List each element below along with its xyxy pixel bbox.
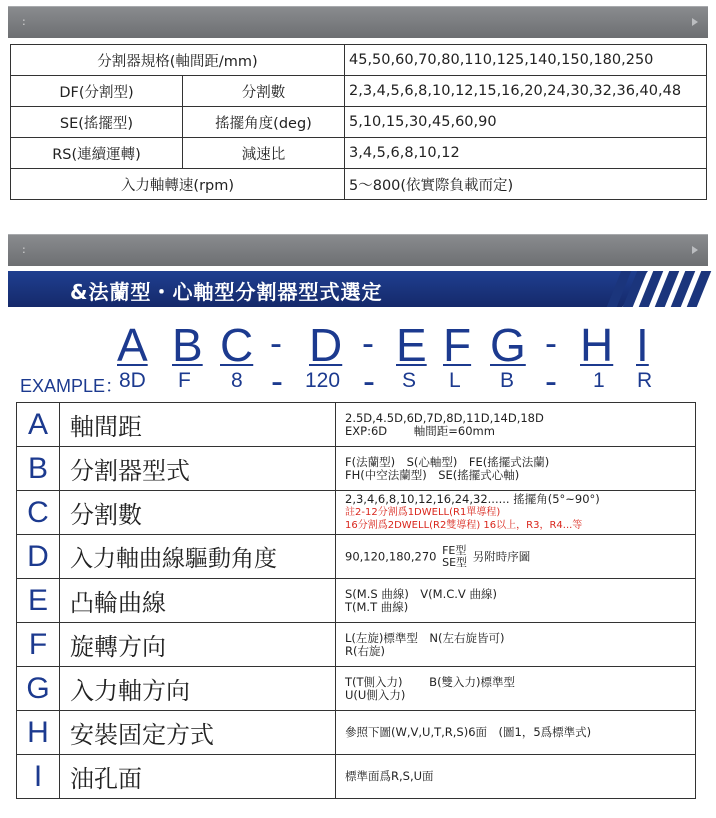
type-stack	[442, 545, 467, 569]
code-key: D	[17, 535, 60, 579]
model-letter: D	[309, 319, 343, 371]
table-row	[17, 535, 696, 579]
example-value: 8	[231, 369, 243, 392]
code-description	[336, 711, 696, 755]
code-description	[336, 623, 696, 667]
code-name: 分割數	[60, 491, 336, 535]
code-description	[336, 491, 696, 535]
table-row	[17, 491, 696, 535]
example-value: R	[637, 369, 653, 392]
table-row	[11, 138, 707, 169]
spec-value: 5,10,15,30,45,60,90	[345, 107, 707, 138]
title-band	[8, 271, 708, 307]
description-line: S(M.S 曲線) V(M.C.V 曲線)	[345, 586, 497, 601]
separator-dash: -	[270, 322, 282, 363]
table-row	[17, 447, 696, 491]
description-line: 標準面爲R,S,U面	[345, 769, 434, 783]
table-row	[17, 667, 696, 711]
code-description	[336, 447, 696, 491]
table-row	[11, 45, 707, 76]
code-definition-table	[16, 402, 696, 799]
code-key: G	[17, 667, 60, 711]
description-line: 2.5D,4.5D,6D,7D,8D,11D,14D,18D	[345, 410, 544, 425]
note-line: 註2-12分割爲1DWELL(R1單導程)	[345, 507, 501, 518]
code-key: I	[17, 755, 60, 799]
header-caption: :	[22, 243, 26, 256]
model-code-letters	[0, 318, 716, 371]
description-value: 90,120,180,270	[345, 549, 437, 563]
separator-dash: -	[545, 322, 557, 363]
spec-label: 入力軸轉速(rpm)	[11, 169, 345, 200]
code-name: 入力軸曲線驅動角度	[60, 535, 336, 579]
table-row	[11, 76, 707, 107]
description-line: 參照下圖(W,V,U,T,R,S)6面 (圖1，5爲標準式)	[345, 725, 592, 739]
arrow-right-icon	[692, 18, 698, 26]
spec-value: 45,50,60,70,80,110,125,140,150,180,250	[345, 45, 707, 76]
spec-label: RS(連續運轉)	[11, 138, 183, 169]
description-line: F(法蘭型) S(心軸型) FE(搖擺式法蘭)	[345, 454, 550, 469]
code-description	[336, 579, 696, 623]
code-name: 凸輪曲線	[60, 579, 336, 623]
description-line: FH(中空法蘭型) SE(搖擺式心軸)	[345, 467, 520, 482]
code-name: 入力軸方向	[60, 667, 336, 711]
spec-label: DF(分割型)	[11, 76, 183, 107]
model-letter: E	[396, 319, 427, 371]
description-tail: 另附時序圖	[472, 549, 531, 563]
code-description	[336, 755, 696, 799]
code-key: B	[17, 447, 60, 491]
description-line: R(右旋)	[345, 643, 385, 658]
section-header-bar	[8, 6, 708, 38]
header-caption: :	[22, 15, 26, 28]
code-key: E	[17, 579, 60, 623]
description-line: T(M.T 曲線)	[345, 599, 409, 614]
description-line: U(U側入力)	[345, 687, 406, 702]
code-name: 軸間距	[60, 403, 336, 447]
separator-dash: -	[362, 322, 374, 363]
model-letter: H	[580, 319, 614, 371]
model-letter: A	[117, 319, 148, 371]
example-value: S	[402, 369, 417, 392]
table-row	[11, 107, 707, 138]
example-label: EXAMPLE：	[20, 376, 124, 396]
spec-sublabel: 減速比	[183, 138, 345, 169]
section-header-bar	[8, 234, 708, 266]
table-row	[11, 169, 707, 200]
model-letter: B	[172, 319, 203, 371]
model-letter: C	[220, 319, 254, 371]
spec-value: 5～800(依實際負載而定)	[345, 169, 707, 200]
spec-label: 分割器規格(軸間距/mm)	[11, 45, 345, 76]
code-key: A	[17, 403, 60, 447]
code-name: 旋轉方向	[60, 623, 336, 667]
example-value: L	[449, 369, 461, 392]
code-description	[336, 667, 696, 711]
code-description	[336, 535, 696, 579]
spec-sublabel: 分割數	[183, 76, 345, 107]
type-label: FE型	[442, 543, 467, 557]
code-key: C	[17, 491, 60, 535]
example-value: 8D	[119, 369, 146, 392]
model-letter: G	[490, 319, 526, 371]
spec-value: 3,4,5,6,8,10,12	[345, 138, 707, 169]
description-line: L(左旋)標準型 N(左右旋皆可)	[345, 630, 505, 645]
example-value: B	[500, 369, 515, 392]
description-line: 2,3,4,6,8,10,12,16,24,32...... 搖擺角(5°~90°)	[345, 492, 600, 506]
example-value: 120	[305, 369, 341, 392]
table-row	[17, 623, 696, 667]
description-line: EXP:6D 軸間距=60mm	[345, 423, 495, 438]
code-name: 分割器型式	[60, 447, 336, 491]
separator-dash: -	[271, 360, 283, 401]
spec-sublabel: 搖擺角度(deg)	[183, 107, 345, 138]
section-title: &法蘭型・心軸型分割器型式選定	[70, 280, 383, 304]
spec-table	[10, 44, 707, 200]
model-letter: I	[636, 319, 649, 371]
table-row	[17, 403, 696, 447]
description-line: T(T側入力) B(雙入力)標準型	[345, 674, 516, 689]
code-name: 油孔面	[60, 755, 336, 799]
separator-dash: -	[545, 360, 557, 401]
table-row	[17, 711, 696, 755]
model-letter: F	[443, 319, 472, 371]
table-row	[17, 755, 696, 799]
code-description	[336, 403, 696, 447]
type-label: SE型	[442, 555, 468, 569]
note-line: 16分割爲2DWELL(R2雙導程) 16以上，R3，R4...等	[345, 520, 583, 531]
spec-value: 2,3,4,5,6,8,10,12,15,16,20,24,30,32,36,40,48	[345, 76, 707, 107]
arrow-right-icon	[692, 246, 698, 254]
example-value: 1	[593, 369, 605, 392]
table-row	[17, 579, 696, 623]
code-name: 安裝固定方式	[60, 711, 336, 755]
code-key: H	[17, 711, 60, 755]
example-value: F	[178, 369, 191, 392]
separator-dash: -	[363, 360, 375, 401]
spec-label: SE(搖擺型)	[11, 107, 183, 138]
code-key: F	[17, 623, 60, 667]
